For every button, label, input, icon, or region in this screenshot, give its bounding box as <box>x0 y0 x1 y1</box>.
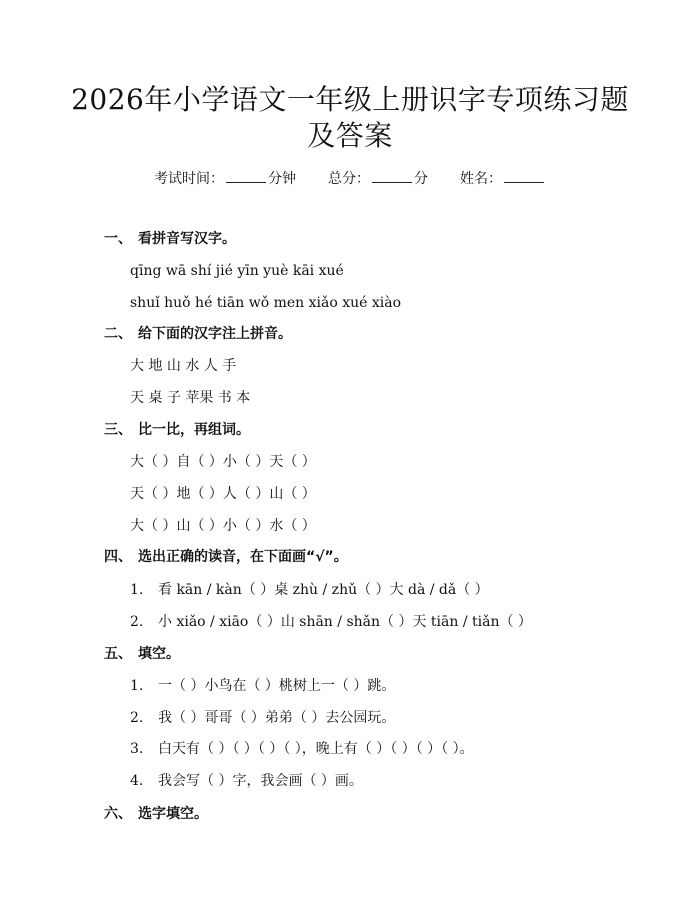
score-label: 总分： <box>328 171 370 187</box>
question-item: 4. 我会写（ ）字，我会画（ ）画。 <box>130 773 363 789</box>
character-line: 大 地 山 水 人 手 <box>130 358 237 374</box>
page-title-continued: 及答案 <box>307 119 393 152</box>
time-label: 考试时间： <box>154 171 224 187</box>
page-title: 2026年小学语文一年级上册识字专项练习题 <box>71 83 629 116</box>
question-item: 1. 一（ ）小鸟在（ ）桃树上一（ ）跳。 <box>130 678 396 694</box>
name-label: 姓名： <box>460 171 502 187</box>
score-unit: 分 <box>414 171 428 187</box>
compare-line: 天（ ）地（ ）人（ ）山（ ） <box>130 486 316 502</box>
section-4-heading: 四、 选出正确的读音，在下面画“√”。 <box>104 549 348 565</box>
compare-line: 大（ ）山（ ）小（ ）水（ ） <box>130 518 316 534</box>
question-item: 2. 小 xiǎo / xiāo（ ）山 shān / shǎn（ ）天 tiān / tiǎn（ ） <box>130 614 532 630</box>
section-6-heading: 六、 选字填空。 <box>104 806 208 822</box>
time-blank <box>226 168 266 183</box>
question-item: 2. 我（ ）哥哥（ ）弟弟（ ）去公园玩。 <box>130 710 396 726</box>
name-blank <box>504 168 544 183</box>
pinyin-line: shuǐ huǒ hé tiān wǒ men xiǎo xué xiào <box>130 295 402 311</box>
compare-line: 大（ ）自（ ）小（ ）天（ ） <box>130 454 316 470</box>
section-1-heading: 一、 看拼音写汉字。 <box>104 231 236 247</box>
pinyin-line: qīng wā shí jié yīn yuè kāi xué <box>130 263 344 279</box>
section-2-heading: 二、 给下面的汉字注上拼音。 <box>104 326 292 342</box>
question-item: 3. 白天有（ ）（ ）（ ）（ ），晚上有（ ）（ ）（ ）（ ）。 <box>130 741 474 757</box>
section-5-heading: 五、 填空。 <box>104 646 180 662</box>
question-item: 1. 看 kān / kàn（ ）桌 zhù / zhǔ（ ）大 dà / dǎ（ ） <box>130 582 489 598</box>
section-3-heading: 三、 比一比，再组词。 <box>104 422 250 438</box>
character-line: 天 桌 子 苹果 书 本 <box>130 390 251 406</box>
score-blank <box>372 168 412 183</box>
exam-info <box>0 168 700 189</box>
time-unit: 分钟 <box>268 171 296 187</box>
